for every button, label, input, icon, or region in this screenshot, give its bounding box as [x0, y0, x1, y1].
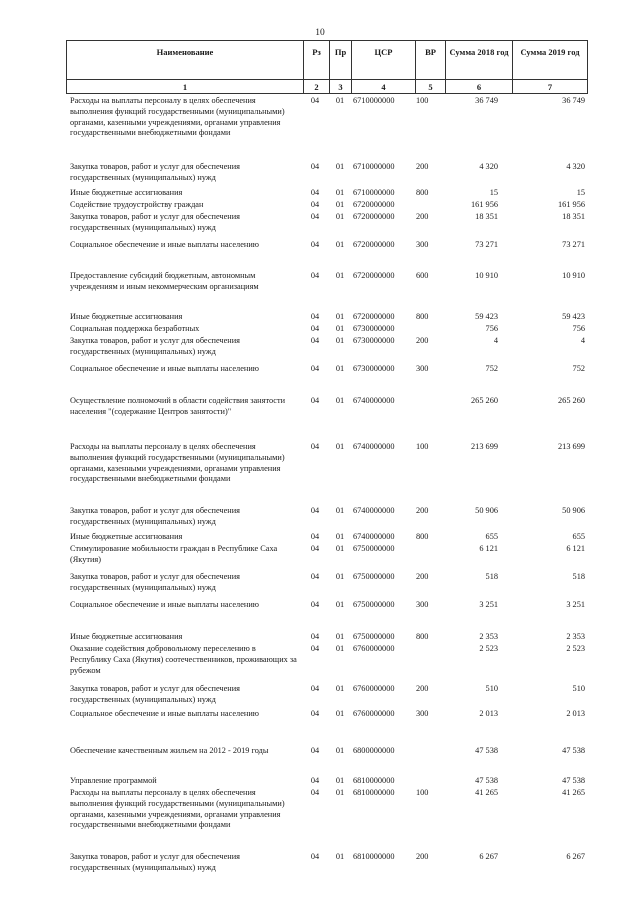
- cell-pr: 01: [335, 532, 345, 541]
- cell-rz: 04: [310, 644, 320, 653]
- cell-s2019: 50 906: [562, 506, 585, 515]
- cell-csr: 6810000000: [353, 788, 395, 797]
- cell-rz: 04: [310, 684, 320, 693]
- cell-pr: 01: [335, 852, 345, 861]
- cell-pr: 01: [335, 396, 345, 405]
- cell-s2019: 6 267: [566, 852, 585, 861]
- cell-s2019: 213 699: [558, 442, 585, 451]
- col-number: 6: [445, 80, 512, 93]
- cell-s2019: 756: [572, 324, 585, 333]
- cell-name: Закупка товаров, работ и услуг для обеспечения государственных (муниципальных) нужд: [70, 852, 240, 872]
- cell-pr: 01: [335, 442, 345, 451]
- cell-rz: 04: [310, 324, 320, 333]
- cell-s2018: 6 267: [479, 852, 498, 861]
- cell-vr: 800: [416, 312, 429, 321]
- cell-s2019: 73 271: [562, 240, 585, 249]
- cell-rz: 04: [310, 532, 320, 541]
- col-number: 5: [415, 80, 445, 93]
- cell-rz: 04: [310, 600, 320, 609]
- cell-s2019: 265 260: [558, 396, 585, 405]
- cell-csr: 6750000000: [353, 600, 395, 609]
- page-number: 10: [315, 28, 325, 38]
- col-number: 4: [351, 80, 415, 93]
- cell-name: Иные бюджетные ассигнования: [70, 532, 183, 541]
- cell-csr: 6730000000: [353, 364, 395, 373]
- cell-s2018: 2 013: [479, 709, 498, 718]
- cell-name: Закупка товаров, работ и услуг для обеспечения государственных (муниципальных) нужд: [70, 212, 240, 232]
- header-pr: Пр: [329, 41, 351, 79]
- cell-csr: 6750000000: [353, 544, 395, 553]
- cell-csr: 6760000000: [353, 684, 395, 693]
- cell-s2019: 3 251: [566, 600, 585, 609]
- cell-s2018: 59 423: [475, 312, 498, 321]
- cell-name: Расходы на выплаты персоналу в целях обеспечения выполнения функций государственными (муниципальными) органами, казенными учреждениями, органами управления государственными внебюджетными фондами: [70, 788, 285, 830]
- cell-s2019: 59 423: [562, 312, 585, 321]
- cell-csr: 6720000000: [353, 212, 395, 221]
- cell-pr: 01: [335, 600, 345, 609]
- cell-pr: 01: [335, 644, 345, 653]
- cell-vr: 100: [416, 96, 429, 105]
- cell-pr: 01: [335, 684, 345, 693]
- cell-vr: 800: [416, 632, 429, 641]
- cell-vr: 300: [416, 600, 429, 609]
- cell-s2019: 47 538: [562, 746, 585, 755]
- cell-rz: 04: [310, 364, 320, 373]
- cell-rz: 04: [310, 572, 320, 581]
- cell-s2019: 655: [572, 532, 585, 541]
- cell-name: Осуществление полномочий в области содействия занятости населения "(содержание Центров занятости)": [70, 396, 286, 416]
- cell-rz: 04: [310, 788, 320, 797]
- cell-s2019: 2 353: [566, 632, 585, 641]
- cell-name: Иные бюджетные ассигнования: [70, 632, 183, 641]
- cell-pr: 01: [335, 212, 345, 221]
- cell-csr: 6720000000: [353, 200, 395, 209]
- cell-s2019: 18 351: [562, 212, 585, 221]
- cell-rz: 04: [310, 442, 320, 451]
- cell-pr: 01: [335, 572, 345, 581]
- table-header-row: [66, 40, 588, 80]
- cell-name: Закупка товаров, работ и услуг для обеспечения государственных (муниципальных) нужд: [70, 684, 240, 704]
- cell-csr: 6720000000: [353, 240, 395, 249]
- cell-rz: 04: [310, 240, 320, 249]
- cell-s2018: 50 906: [475, 506, 498, 515]
- cell-rz: 04: [310, 506, 320, 515]
- cell-vr: 300: [416, 240, 429, 249]
- cell-csr: 6800000000: [353, 746, 395, 755]
- cell-s2018: 655: [485, 532, 498, 541]
- cell-s2018: 6 121: [479, 544, 498, 553]
- cell-name: Социальное обеспечение и иные выплаты населению: [70, 709, 259, 718]
- cell-name: Закупка товаров, работ и услуг для обеспечения государственных (муниципальных) нужд: [70, 162, 240, 182]
- cell-s2019: 41 265: [562, 788, 585, 797]
- cell-pr: 01: [335, 240, 345, 249]
- col-number: 1: [182, 81, 188, 92]
- cell-csr: 6740000000: [353, 506, 395, 515]
- cell-vr: 300: [416, 709, 429, 718]
- cell-pr: 01: [335, 632, 345, 641]
- cell-csr: 6810000000: [353, 852, 395, 861]
- col-number: 3: [329, 80, 351, 93]
- cell-name: Расходы на выплаты персоналу в целях обеспечения выполнения функций государственными (муниципальными) органами, казенными учреждениями, органами управления государственными внебюджетными фондами: [70, 96, 285, 138]
- cell-s2018: 752: [485, 364, 498, 373]
- cell-vr: 200: [416, 684, 429, 693]
- cell-vr: 200: [416, 336, 429, 345]
- column-number-row: [66, 80, 588, 94]
- cell-rz: 04: [310, 200, 320, 209]
- cell-rz: 04: [310, 776, 320, 785]
- cell-pr: 01: [335, 364, 345, 373]
- cell-vr: 200: [416, 506, 429, 515]
- cell-csr: 6730000000: [353, 336, 395, 345]
- cell-s2018: 4 320: [479, 162, 498, 171]
- cell-csr: 6740000000: [353, 532, 395, 541]
- cell-vr: 200: [416, 212, 429, 221]
- cell-s2018: 73 271: [475, 240, 498, 249]
- cell-s2018: 265 260: [471, 396, 498, 405]
- cell-csr: 6720000000: [353, 312, 395, 321]
- cell-s2018: 2 353: [479, 632, 498, 641]
- cell-rz: 04: [310, 188, 320, 197]
- cell-name: Социальное обеспечение и иные выплаты населению: [70, 364, 259, 373]
- cell-name: Социальное обеспечение и иные выплаты населению: [70, 240, 259, 249]
- cell-csr: 6720000000: [353, 271, 395, 280]
- cell-s2019: 161 956: [558, 200, 585, 209]
- cell-csr: 6710000000: [353, 188, 395, 197]
- cell-name: Закупка товаров, работ и услуг для обеспечения государственных (муниципальных) нужд: [70, 336, 240, 356]
- cell-s2018: 2 523: [479, 644, 498, 653]
- cell-s2018: 18 351: [475, 212, 498, 221]
- cell-csr: 6740000000: [353, 442, 395, 451]
- cell-s2019: 4 320: [566, 162, 585, 171]
- cell-name: Предоставление субсидий бюджетным, автономным учреждениям и иным некоммерческим организациям: [70, 271, 259, 291]
- cell-name: Управление программой: [70, 776, 157, 785]
- header-sum-2018: Сумма 2018 год: [445, 41, 512, 79]
- cell-s2018: 4: [493, 336, 498, 345]
- cell-s2019: 10 910: [562, 271, 585, 280]
- col-number: 2: [303, 80, 329, 93]
- cell-s2019: 36 749: [562, 96, 585, 105]
- cell-rz: 04: [310, 396, 320, 405]
- cell-s2018: 3 251: [479, 600, 498, 609]
- cell-s2018: 213 699: [471, 442, 498, 451]
- cell-s2019: 752: [572, 364, 585, 373]
- cell-name: Иные бюджетные ассигнования: [70, 188, 183, 197]
- cell-rz: 04: [310, 746, 320, 755]
- cell-s2018: 47 538: [475, 776, 498, 785]
- cell-pr: 01: [335, 162, 345, 171]
- cell-csr: 6730000000: [353, 324, 395, 333]
- cell-s2018: 518: [485, 572, 498, 581]
- cell-pr: 01: [335, 324, 345, 333]
- cell-name: Социальное обеспечение и иные выплаты населению: [70, 600, 259, 609]
- cell-name: Социальная поддержка безработных: [70, 324, 200, 333]
- cell-vr: 100: [416, 788, 429, 797]
- cell-vr: 200: [416, 572, 429, 581]
- cell-csr: 6710000000: [353, 96, 395, 105]
- cell-s2019: 2 523: [566, 644, 585, 653]
- cell-pr: 01: [335, 746, 345, 755]
- cell-pr: 01: [335, 188, 345, 197]
- cell-pr: 01: [335, 506, 345, 515]
- cell-csr: 6760000000: [353, 709, 395, 718]
- cell-csr: 6810000000: [353, 776, 395, 785]
- cell-s2018: 41 265: [475, 788, 498, 797]
- cell-s2018: 756: [485, 324, 498, 333]
- cell-rz: 04: [310, 96, 320, 105]
- cell-csr: 6760000000: [353, 644, 395, 653]
- cell-s2019: 518: [572, 572, 585, 581]
- header-rz: Рз: [303, 41, 329, 79]
- cell-name: Оказание содействия добровольному переселению в Республику Саха (Якутия) соотечественников, проживающих за рубежом: [70, 644, 297, 675]
- col-number: 7: [512, 80, 587, 93]
- header-name: Наименование: [156, 47, 214, 57]
- cell-name: Расходы на выплаты персоналу в целях обеспечения выполнения функций государственными (муниципальными) органами, казенными учреждениями, органами управления государственными внебюджетными фондами: [70, 442, 285, 484]
- cell-s2018: 15: [489, 188, 498, 197]
- cell-pr: 01: [335, 271, 345, 280]
- cell-rz: 04: [310, 544, 320, 553]
- cell-s2019: 4: [580, 336, 585, 345]
- cell-vr: 200: [416, 162, 429, 171]
- cell-name: Закупка товаров, работ и услуг для обеспечения государственных (муниципальных) нужд: [70, 506, 240, 526]
- cell-rz: 04: [310, 709, 320, 718]
- cell-s2019: 15: [576, 188, 585, 197]
- header-sum-2019: Сумма 2019 год: [512, 41, 587, 79]
- cell-s2018: 47 538: [475, 746, 498, 755]
- cell-csr: 6750000000: [353, 632, 395, 641]
- cell-vr: 800: [416, 188, 429, 197]
- cell-rz: 04: [310, 336, 320, 345]
- cell-csr: 6710000000: [353, 162, 395, 171]
- cell-vr: 300: [416, 364, 429, 373]
- cell-s2018: 36 749: [475, 96, 498, 105]
- cell-pr: 01: [335, 336, 345, 345]
- cell-s2019: 6 121: [566, 544, 585, 553]
- cell-name: Стимулирование мобильности граждан в Республике Саха (Якутия): [70, 544, 278, 564]
- cell-rz: 04: [310, 271, 320, 280]
- cell-s2018: 10 910: [475, 271, 498, 280]
- header-vr: ВР: [415, 41, 445, 79]
- cell-s2018: 161 956: [471, 200, 498, 209]
- cell-name: Иные бюджетные ассигнования: [70, 312, 183, 321]
- cell-pr: 01: [335, 200, 345, 209]
- cell-vr: 600: [416, 271, 429, 280]
- cell-s2019: 510: [572, 684, 585, 693]
- cell-csr: 6750000000: [353, 572, 395, 581]
- cell-rz: 04: [310, 632, 320, 641]
- cell-vr: 800: [416, 532, 429, 541]
- cell-rz: 04: [310, 312, 320, 321]
- cell-pr: 01: [335, 776, 345, 785]
- cell-vr: 100: [416, 442, 429, 451]
- cell-name: Содействие трудоустройству граждан: [70, 200, 204, 209]
- header-csr: ЦСР: [351, 41, 415, 79]
- cell-s2018: 510: [485, 684, 498, 693]
- cell-pr: 01: [335, 709, 345, 718]
- cell-s2019: 47 538: [562, 776, 585, 785]
- cell-rz: 04: [310, 852, 320, 861]
- cell-csr: 6740000000: [353, 396, 395, 405]
- cell-s2019: 2 013: [566, 709, 585, 718]
- cell-pr: 01: [335, 312, 345, 321]
- budget-table: [66, 40, 588, 872]
- cell-name: Закупка товаров, работ и услуг для обеспечения государственных (муниципальных) нужд: [70, 572, 240, 592]
- cell-rz: 04: [310, 162, 320, 171]
- cell-vr: 200: [416, 852, 429, 861]
- cell-rz: 04: [310, 212, 320, 221]
- cell-pr: 01: [335, 788, 345, 797]
- cell-pr: 01: [335, 544, 345, 553]
- cell-pr: 01: [335, 96, 345, 105]
- cell-name: Обеспечение качественным жильем на 2012 - 2019 годы: [70, 746, 269, 755]
